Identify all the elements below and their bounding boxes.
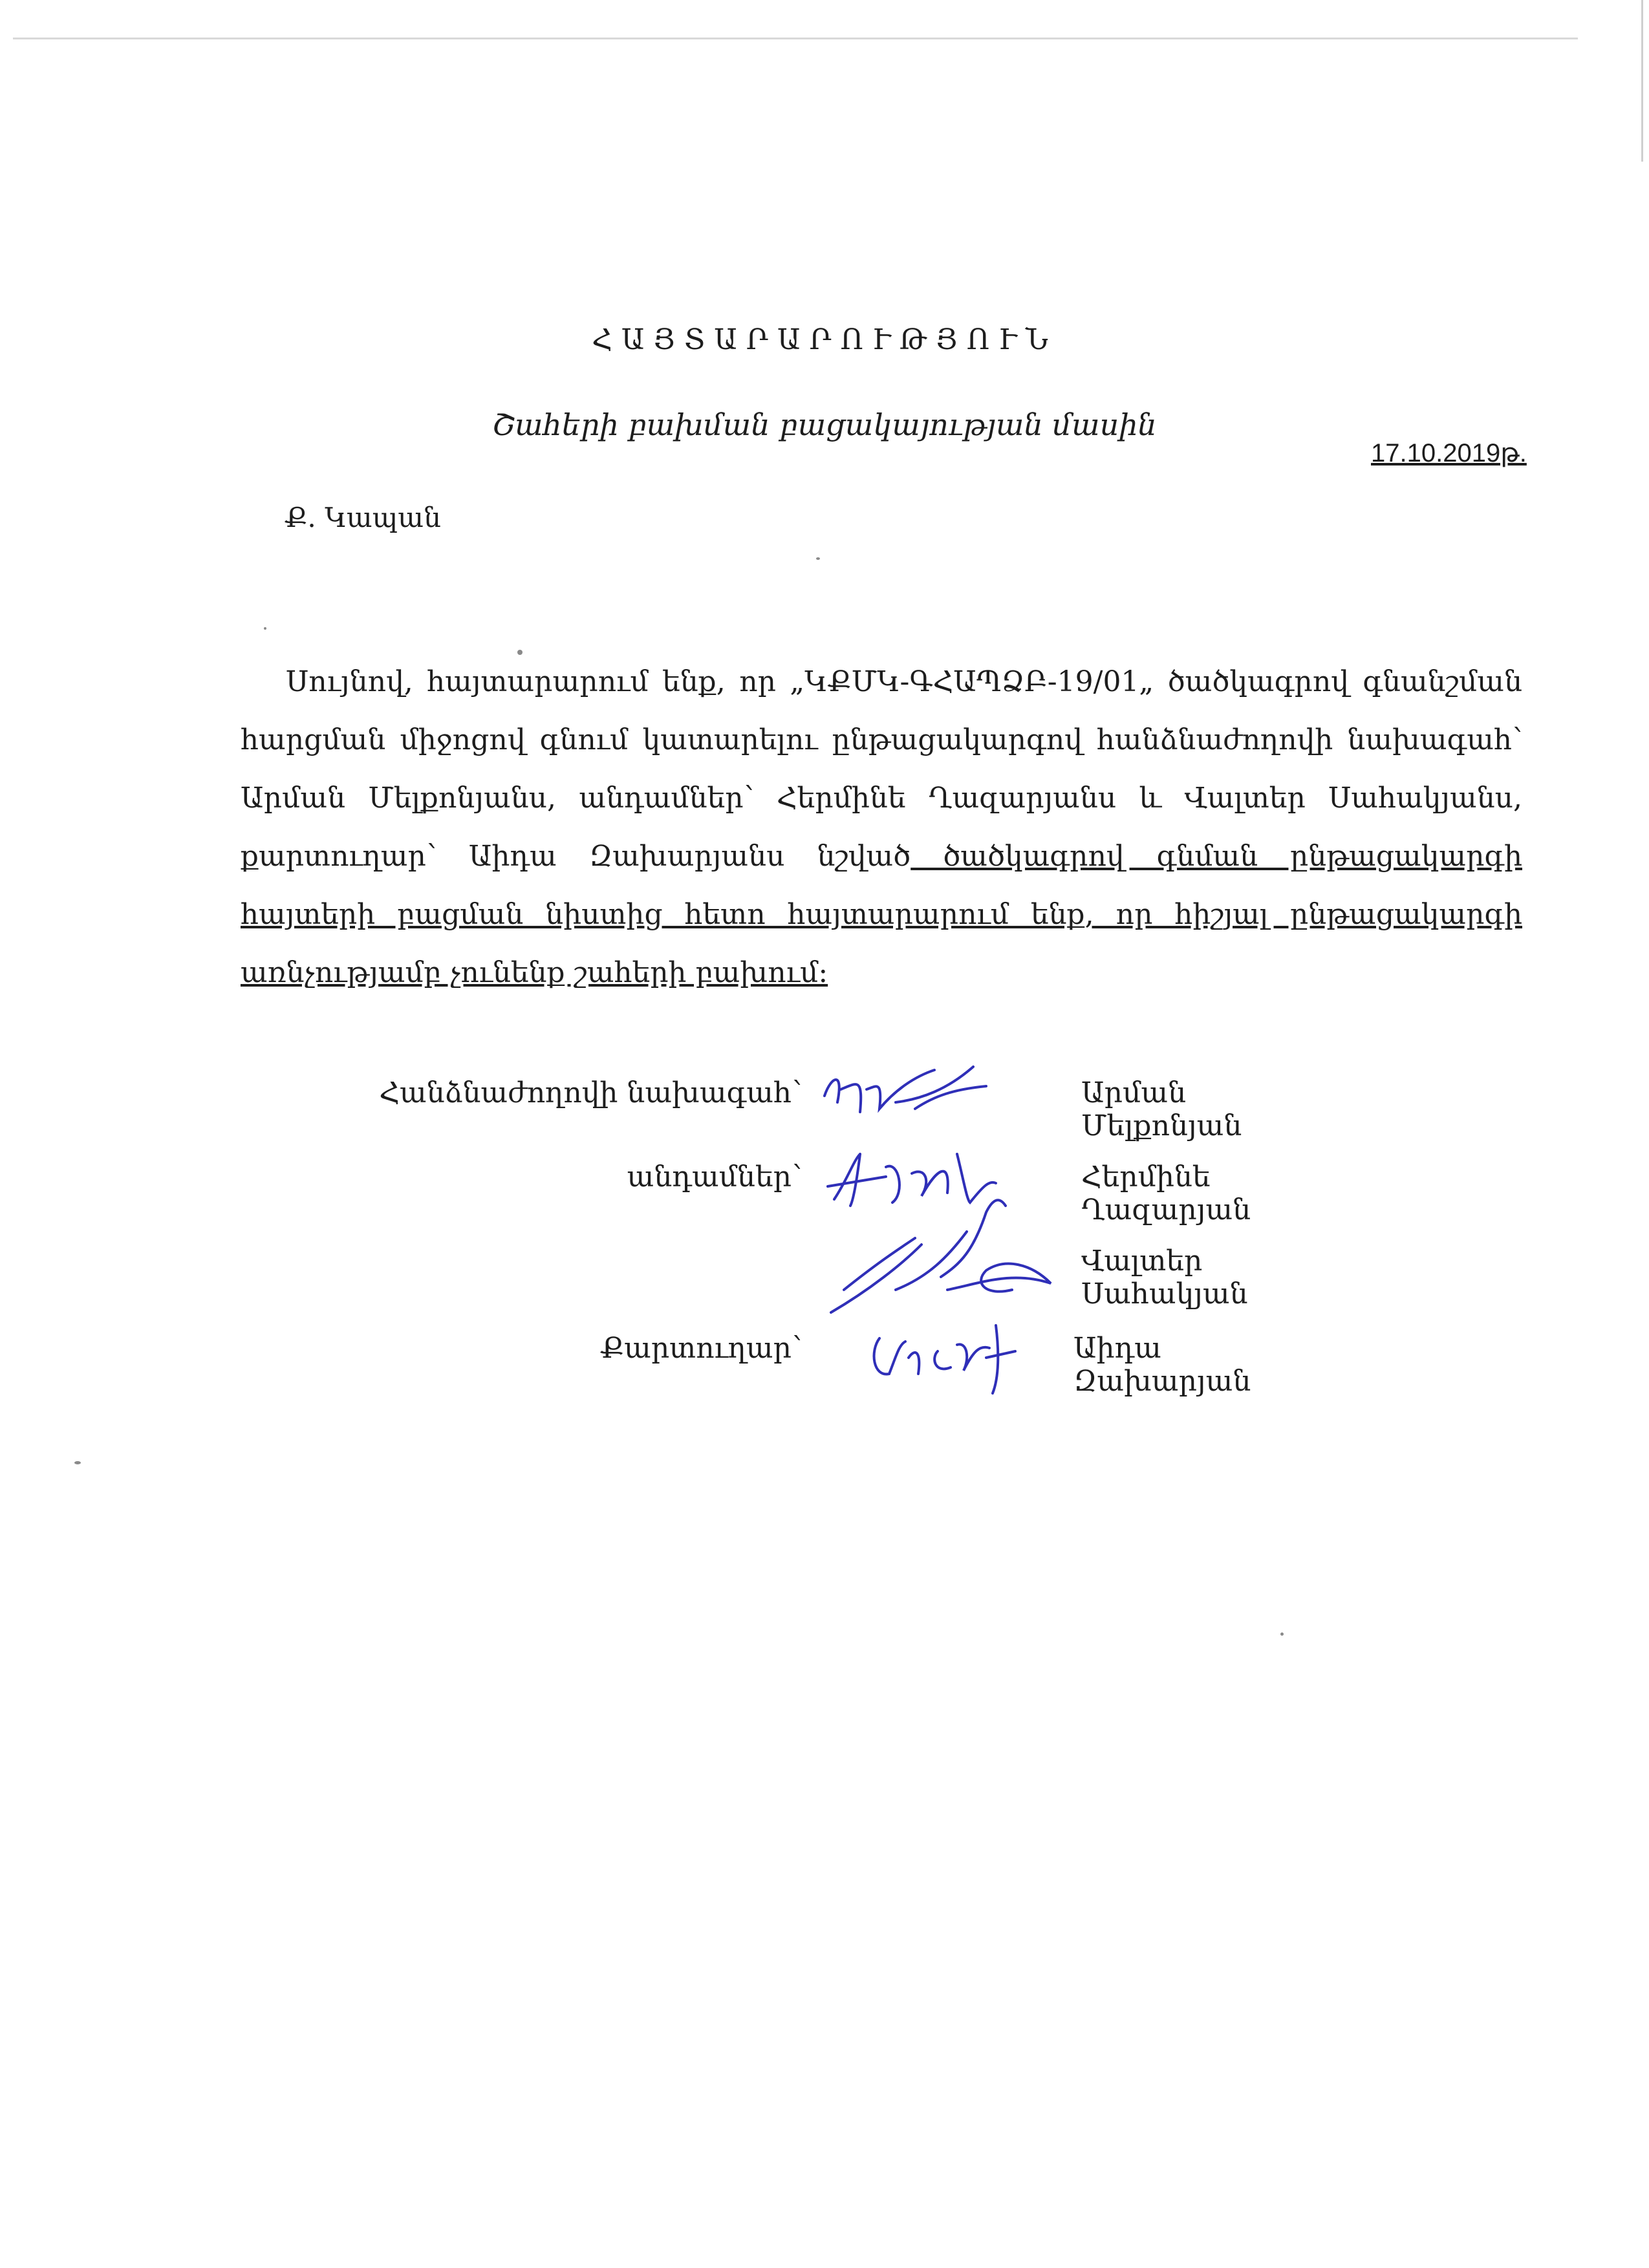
scan-speck	[517, 650, 523, 655]
declaration-body-part1: Սույնով, հայտարարում ենք, որ „ԿՔՄԿ-ԳՀԱՊՁԲ-19/01„ ծածկագրով գնանշման հարցման միջոցով գնում կատարելու ընթացակարգով հանձնաժողովի նախագահ՝ Արման Մելքոնյանս, անդամներ՝ Հերմինե Ղազարյանս և Վալտեր Սահակյանս, քարտուղար՝ Աիդա Զախարյանս նշված	[241, 665, 1522, 873]
signature-name-member-1: Հերմինե Ղազարյան	[1081, 1161, 1251, 1226]
scan-speck	[74, 1461, 81, 1464]
scan-speck	[816, 557, 820, 560]
signature-name-chairman: Արման Մելքոնյան	[1081, 1076, 1242, 1142]
declaration-body-part2-underlined: ծածկագրով գնման ընթացակարգի հայտերի բացման նիստից հետո հայտարարում ենք, որ հիշյալ ընթացակարգի առնչությամբ չունենք շահերի բախում:	[241, 840, 1522, 989]
scan-speck	[1280, 1632, 1284, 1636]
signature-role-chairman: Հանձնաժողովի նախագահ՝	[379, 1076, 802, 1109]
handwritten-signature-member-2	[818, 1193, 1070, 1322]
scan-edge-right	[1641, 0, 1643, 162]
signature-name-member-2: Վալտեր Սահակյան	[1081, 1245, 1248, 1311]
document-subtitle: Շահերի բախման բացակայության մասին	[492, 407, 1157, 442]
handwritten-signature-chairman	[805, 1051, 999, 1135]
scan-edge-top	[13, 37, 1578, 39]
signature-role-secretary: Քարտուղար՝	[600, 1332, 802, 1365]
scan-speck	[264, 627, 266, 630]
document-date: 17.10.2019թ.	[1371, 439, 1527, 467]
signature-role-members: անդամներ՝	[627, 1161, 802, 1193]
declaration-body	[241, 653, 1522, 1002]
signature-name-secretary: Աիդա Զախարյան	[1073, 1332, 1251, 1398]
handwritten-signature-secretary	[860, 1312, 1054, 1396]
document-title: ՀԱՅՏԱՐԱՐՈՒԹՅՈՒՆ	[592, 323, 1057, 356]
document-city: Ք. Կապան	[285, 502, 441, 533]
